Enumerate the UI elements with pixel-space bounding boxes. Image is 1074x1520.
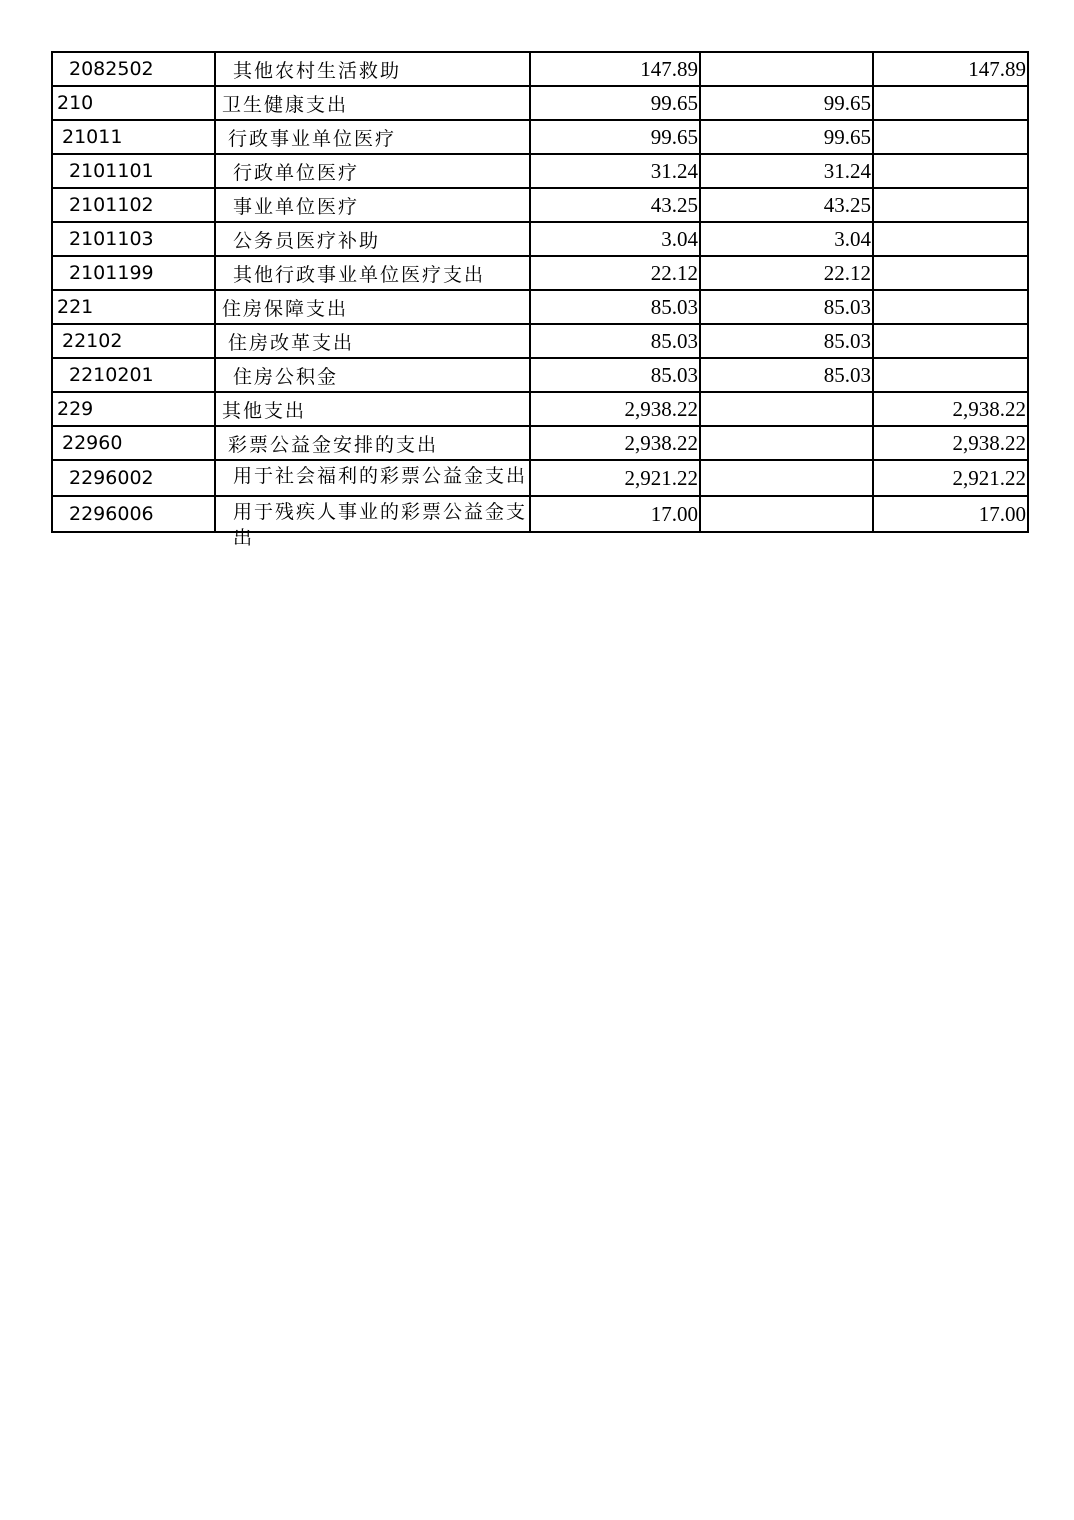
table-row (52, 290, 1028, 324)
table-row (52, 496, 1028, 532)
row-project: 147.89 (873, 52, 1028, 86)
row-project (873, 188, 1028, 222)
table-row (52, 188, 1028, 222)
row-name: 住房改革支出 (215, 324, 530, 358)
row-basic: 99.65 (700, 120, 873, 154)
row-total: 99.65 (530, 86, 700, 120)
table-row (52, 154, 1028, 188)
row-code: 2101199 (52, 256, 215, 290)
row-project (873, 358, 1028, 392)
table-body (52, 52, 1028, 549)
table-row (52, 324, 1028, 358)
row-name-text: 用于社会福利的彩票公益金支出 (233, 465, 528, 487)
row-basic (700, 52, 873, 86)
row-code: 2296006 (52, 496, 215, 532)
row-code: 22960 (52, 426, 215, 460)
row-name: 事业单位医疗 (215, 188, 530, 222)
row-project: 17.00 (873, 496, 1028, 532)
row-name: 住房公积金 (215, 358, 530, 392)
row-total: 85.03 (530, 290, 700, 324)
row-name: 其他支出 (215, 392, 530, 426)
row-name: 住房保障支出 (215, 290, 530, 324)
row-total: 43.25 (530, 188, 700, 222)
row-total: 3.04 (530, 222, 700, 256)
row-name (215, 496, 530, 549)
row-name: 其他行政事业单位医疗支出 (215, 256, 530, 290)
table-row (52, 222, 1028, 256)
row-basic: 85.03 (700, 324, 873, 358)
row-code: 2101102 (52, 188, 215, 222)
table-row (52, 460, 1028, 496)
row-basic (700, 392, 873, 426)
budget-table (51, 51, 1029, 549)
row-code: 21011 (52, 120, 215, 154)
row-code: 22102 (52, 324, 215, 358)
row-code: 2210201 (52, 358, 215, 392)
row-code: 210 (52, 86, 215, 120)
row-total: 147.89 (530, 52, 700, 86)
row-name: 其他农村生活救助 (215, 52, 530, 86)
row-code: 229 (52, 392, 215, 426)
row-code: 2296002 (52, 460, 215, 496)
row-name: 彩票公益金安排的支出 (215, 426, 530, 460)
row-project: 2,921.22 (873, 460, 1028, 496)
row-project (873, 154, 1028, 188)
row-name: 公务员医疗补助 (215, 222, 530, 256)
row-project (873, 86, 1028, 120)
row-basic (700, 460, 873, 496)
table-row (52, 392, 1028, 426)
table-row (52, 86, 1028, 120)
row-basic: 85.03 (700, 290, 873, 324)
row-basic (700, 496, 873, 532)
row-basic: 22.12 (700, 256, 873, 290)
row-basic: 85.03 (700, 358, 873, 392)
row-project (873, 290, 1028, 324)
row-basic: 3.04 (700, 222, 873, 256)
row-code: 2101101 (52, 154, 215, 188)
row-name: 行政事业单位医疗 (215, 120, 530, 154)
row-code: 221 (52, 290, 215, 324)
row-basic: 43.25 (700, 188, 873, 222)
row-total: 2,938.22 (530, 426, 700, 460)
table-row (52, 358, 1028, 392)
row-project (873, 222, 1028, 256)
row-project (873, 120, 1028, 154)
row-basic: 31.24 (700, 154, 873, 188)
table-row (52, 120, 1028, 154)
row-project (873, 324, 1028, 358)
row-total: 2,938.22 (530, 392, 700, 426)
table-row (52, 426, 1028, 460)
table-row (52, 52, 1028, 86)
row-project: 2,938.22 (873, 392, 1028, 426)
row-name: 行政单位医疗 (215, 154, 530, 188)
row-name-text: 用于残疾人事业的彩票公益金支出 (233, 501, 528, 549)
row-project (873, 256, 1028, 290)
row-total: 17.00 (530, 496, 700, 532)
row-total: 31.24 (530, 154, 700, 188)
row-code: 2082502 (52, 52, 215, 86)
row-total: 99.65 (530, 120, 700, 154)
row-total: 85.03 (530, 324, 700, 358)
row-code: 2101103 (52, 222, 215, 256)
row-total: 2,921.22 (530, 460, 700, 496)
row-name (215, 460, 530, 496)
table-row (52, 256, 1028, 290)
row-total: 22.12 (530, 256, 700, 290)
row-basic: 99.65 (700, 86, 873, 120)
row-project: 2,938.22 (873, 426, 1028, 460)
row-name: 卫生健康支出 (215, 86, 530, 120)
row-basic (700, 426, 873, 460)
row-total: 85.03 (530, 358, 700, 392)
